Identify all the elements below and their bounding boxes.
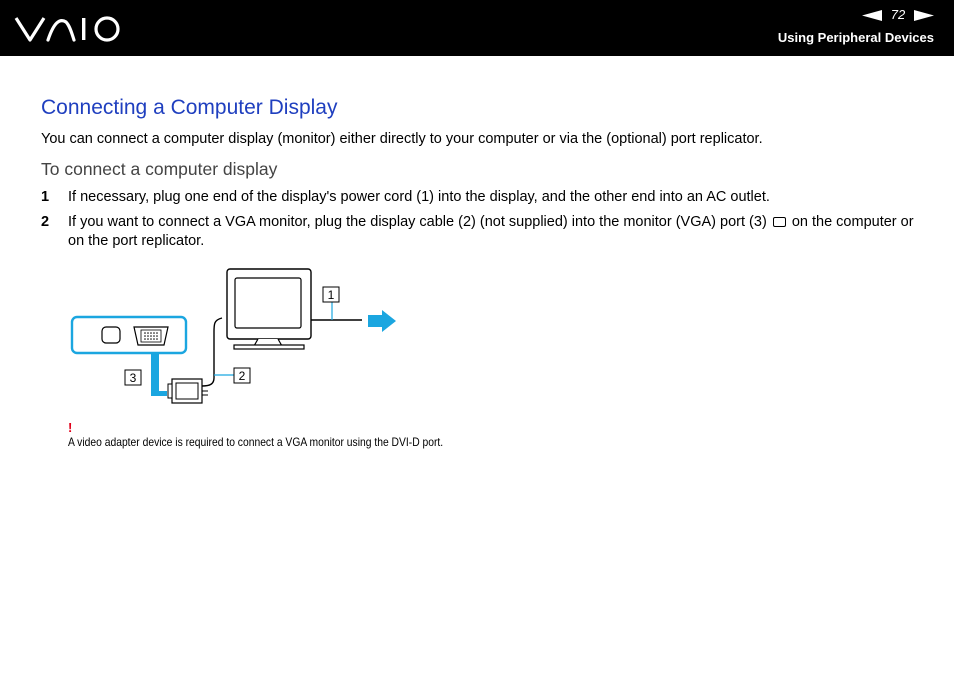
monitor-illustration [227,269,311,349]
page-navigation [862,7,934,23]
callout-2: 2 [238,369,246,383]
callout-3: 3 [129,371,137,385]
page-title: Connecting a Computer Display [41,96,338,119]
ac-outlet-arrow-icon [368,310,396,332]
step-number: 1 [41,189,50,205]
connection-diagram [68,266,408,416]
step-text [68,213,928,251]
step-number: 2 [41,214,50,230]
step-text: If necessary, plug one end of the display's power cord (1) into the display, and the other end into an AC outlet. [68,189,770,205]
step-text-part: on the computer or on the port replicator. [68,214,914,249]
page-number: 72 [890,7,906,22]
note-text: A video adapter device is required to connect a VGA monitor using the DVI-D port. [68,435,444,449]
note-warning-mark: ! [68,420,73,435]
previous-page-arrow-icon[interactable] [862,10,882,21]
step-text-part: If you want to connect a VGA monitor, plug the display cable (2) (not supplied) into the monitor (VGA) port (3) [68,214,767,230]
intro-paragraph: You can connect a computer display (monitor) either directly to your computer or via the (optional) port replicator. [41,131,763,147]
next-page-arrow-icon[interactable] [914,10,934,21]
vga-connector-plug [168,379,208,403]
vaio-logo [14,12,124,46]
computer-port-panel [72,317,186,353]
page-header [0,0,954,56]
monitor-port-icon [773,217,786,227]
callout-1: 1 [327,288,335,302]
procedure-subtitle: To connect a computer display [41,159,278,179]
section-title: Using Peripheral Devices [777,30,934,45]
